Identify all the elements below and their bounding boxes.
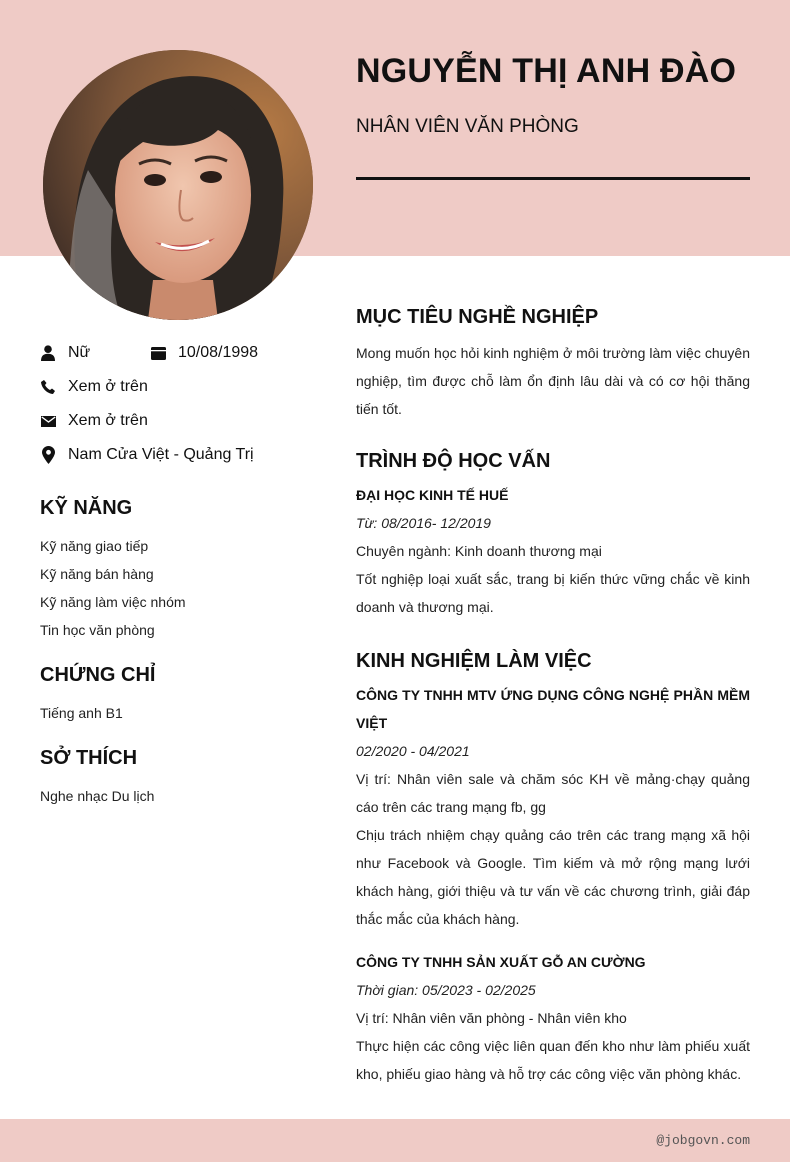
certificate-item: Tiếng anh B1 (40, 705, 123, 721)
skill-item: Tin học văn phòng (40, 622, 155, 638)
job-entry (356, 948, 750, 1088)
title-divider (356, 177, 750, 180)
address-value: Nam Cửa Việt - Quảng Trị (68, 446, 254, 463)
phone-row (40, 378, 148, 396)
birthday-value: 10/08/1998 (178, 344, 259, 361)
company-name: CÔNG TY TNHH MTV ỨNG DỤNG CÔNG NGHỆ PHẦN MỀM VIỆT (356, 687, 750, 731)
mail-icon (40, 412, 56, 430)
skill-item: Kỹ năng bán hàng (40, 566, 154, 582)
certificates-heading: CHỨNG CHỈ (40, 664, 156, 686)
experience-heading: KINH NGHIỆM LÀM VIỆC (356, 650, 592, 672)
skill-item: Kỹ năng giao tiếp (40, 538, 149, 554)
experience-section (356, 650, 750, 1088)
education-major: Chuyên ngành: Kinh doanh thương mại (356, 543, 602, 559)
location-pin-icon (40, 446, 56, 464)
school-name: ĐẠI HỌC KINH TẾ HUẾ (356, 487, 509, 503)
email-row (40, 412, 148, 430)
objective-text: Mong muốn học hỏi kinh nghiệm ở môi trường làm việc chuyên nghiệp, tìm được chỗ làm ổn định lâu dài và có cơ hội thăng tiến tốt. (356, 345, 750, 417)
phone-value: Xem ở trên (68, 378, 148, 395)
education-description: Tốt nghiệp loại xuất sắc, trang bị kiến thức vững chắc về kinh doanh và thương mại. (356, 571, 750, 615)
gender-value: Nữ (68, 344, 91, 361)
hobbies-heading: SỞ THÍCH (40, 747, 138, 769)
education-section (356, 450, 750, 621)
skill-item: Kỹ năng làm việc nhóm (40, 594, 186, 610)
job-description: Chịu trách nhiệm chạy quảng cáo trên các trang mạng xã hội như Facebook và Google. Tìm kiếm và mở rộng mạng lưới khách hàng, giới thiệu và tư vấn về các chương trình, giải đáp thắc mắc của khách hàng. (356, 827, 750, 927)
skills-list (40, 532, 186, 644)
skills-heading: KỸ NĂNG (40, 497, 133, 519)
objective-heading: MỤC TIÊU NGHỀ NGHIỆP (356, 306, 599, 328)
hobbies-text: Nghe nhạc Du lịch (40, 788, 155, 804)
address-row (40, 446, 254, 464)
calendar-icon (150, 344, 166, 362)
job-position: Vị trí: Nhân viên sale và chăm sóc KH về mảng·chạy quảng cáo trên các trang mạng fb, gg (356, 771, 750, 815)
job-description: Thực hiện các công việc liên quan đến kho như làm phiếu xuất kho, phiếu giao hàng và hỗ trợ các công việc văn phòng khác. (356, 1038, 750, 1082)
footer-watermark: @jobgovn.com (656, 1133, 750, 1148)
email-value: Xem ở trên (68, 412, 148, 429)
education-dates: Từ: 08/2016- 12/2019 (356, 515, 491, 531)
person-icon (40, 344, 56, 362)
candidate-name: NGUYỄN THỊ ANH ĐÀO (356, 52, 737, 90)
job-title: NHÂN VIÊN VĂN PHÒNG (356, 116, 579, 137)
job-dates: Thời gian: 05/2023 - 02/2025 (356, 982, 536, 998)
phone-icon (40, 378, 56, 396)
certificates-list (40, 699, 123, 727)
objective-section (356, 306, 750, 423)
company-name: CÔNG TY TNHH SẢN XUẤT GỖ AN CƯỜNG (356, 954, 646, 970)
job-position: Vị trí: Nhân viên văn phòng - Nhân viên kho (356, 1010, 627, 1026)
education-heading: TRÌNH ĐỘ HỌC VẤN (356, 450, 551, 472)
birthday-row (150, 344, 258, 362)
gender-row (40, 344, 90, 362)
job-entry (356, 681, 750, 933)
profile-photo (43, 50, 313, 320)
job-dates: 02/2020 - 04/2021 (356, 743, 470, 759)
